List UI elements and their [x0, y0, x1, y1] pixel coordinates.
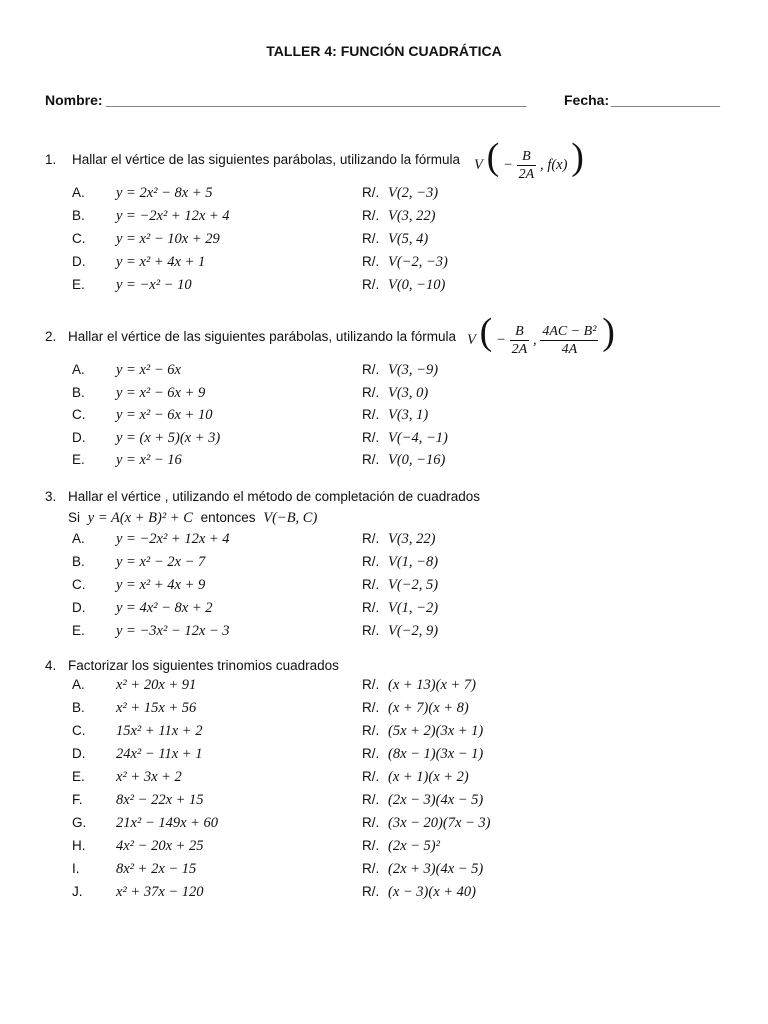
item-expression: 8x² + 2x − 15 — [116, 861, 197, 877]
si-label: Si — [68, 510, 81, 525]
item-answer: V(3, 0) — [388, 384, 429, 401]
item-letter: A. — [72, 362, 85, 377]
answer-prefix: R/. — [362, 746, 380, 761]
section1-text: Hallar el vértice de las siguientes parábolas, utilizando la fórmula — [72, 152, 460, 167]
answer-prefix: R/. — [362, 429, 380, 445]
answer-prefix: R/. — [362, 677, 380, 692]
item-letter: D. — [72, 429, 86, 445]
item-answer: (5x + 2)(3x + 1) — [388, 723, 484, 739]
item-expression: x² + 15x + 56 — [116, 700, 197, 716]
item-letter: B. — [72, 700, 85, 715]
item-answer: (2x − 3)(4x − 5) — [388, 792, 484, 808]
item-expression: y = −x² − 10 — [116, 277, 192, 293]
item-answer: (x + 13)(x + 7) — [388, 677, 477, 693]
fecha-label: Fecha: — [564, 92, 610, 108]
item-letter: J. — [72, 884, 83, 899]
item-letter: B. — [72, 554, 85, 569]
nombre-label: Nombre: — [45, 92, 103, 108]
section3-condition — [68, 510, 317, 527]
section3-text: Hallar el vértice , utilizando el método de completación de cuadrados — [68, 489, 480, 504]
item-expression: y = 4x² − 8x + 2 — [116, 600, 213, 616]
item-letter: B. — [72, 208, 85, 223]
item-answer: V(−2, −3) — [388, 254, 448, 270]
section2-number: 2. — [45, 329, 57, 344]
item-expression: y = x² − 2x − 7 — [116, 554, 206, 570]
answer-prefix: R/. — [362, 277, 380, 292]
item-letter: C. — [72, 723, 86, 738]
item-answer: (3x − 20)(7x − 3) — [388, 815, 491, 831]
item-expression: x² + 3x + 2 — [116, 769, 182, 785]
answer-prefix: R/. — [362, 600, 380, 615]
item-expression: 21x² − 149x + 60 — [116, 815, 219, 831]
item-letter: E. — [72, 452, 85, 467]
item-letter: E. — [72, 769, 85, 784]
result-formula: V(−B, C) — [263, 510, 318, 526]
item-answer: (8x − 1)(3x − 1) — [388, 746, 484, 762]
nombre-field[interactable]: ______________________________________________________ — [106, 92, 527, 108]
answer-prefix: R/. — [362, 384, 380, 400]
answer-prefix: R/. — [362, 185, 380, 200]
item-answer: V(−2, 5) — [388, 577, 439, 593]
item-expression: 15x² + 11x + 2 — [116, 723, 203, 739]
item-letter: E. — [72, 623, 85, 638]
answer-prefix: R/. — [362, 815, 380, 830]
item-letter: C. — [72, 407, 86, 422]
answer-prefix: R/. — [362, 623, 380, 638]
item-answer: V(1, −2) — [388, 600, 439, 616]
item-letter: C. — [72, 231, 86, 246]
item-answer: V(3, 22) — [388, 531, 436, 547]
answer-prefix: R/. — [362, 452, 380, 467]
si-formula: y = A(x + B)² + C — [87, 510, 193, 526]
item-expression: 8x² − 22x + 15 — [116, 792, 204, 808]
item-expression: y = 2x² − 8x + 5 — [116, 185, 213, 201]
section4-text: Factorizar los siguientes trinomios cuadrados — [68, 658, 339, 673]
section2-text: Hallar el vértice de las siguientes parábolas, utilizando la fórmula — [68, 329, 456, 344]
item-letter: E. — [72, 277, 85, 292]
answer-prefix: R/. — [362, 407, 380, 422]
item-expression: x² + 20x + 91 — [116, 677, 197, 693]
answer-prefix: R/. — [362, 577, 380, 592]
item-answer: V(−4, −1) — [388, 429, 448, 446]
item-expression: 4x² − 20x + 25 — [116, 838, 204, 854]
item-letter: D. — [72, 254, 86, 269]
item-letter: G. — [72, 815, 87, 830]
answer-prefix: R/. — [362, 554, 380, 569]
item-letter: H. — [72, 838, 86, 853]
item-answer: V(2, −3) — [388, 185, 439, 201]
item-answer: (x − 3)(x + 40) — [388, 884, 477, 900]
answer-prefix: R/. — [362, 723, 380, 738]
item-answer: V(3, 22) — [388, 208, 436, 224]
item-expression: y = x² − 6x + 10 — [116, 407, 213, 423]
answer-prefix: R/. — [362, 208, 380, 223]
answer-prefix: R/. — [362, 861, 380, 876]
item-answer: (2x + 3)(4x − 5) — [388, 861, 484, 877]
item-expression: y = x² − 16 — [116, 452, 182, 468]
page-title: TALLER 4: FUNCIÓN CUADRÁTICA — [266, 43, 502, 59]
item-answer: (x + 1)(x + 2) — [388, 769, 469, 785]
answer-prefix: R/. — [362, 700, 380, 715]
item-letter: A. — [72, 185, 85, 200]
item-answer: V(0, −16) — [388, 452, 446, 468]
fecha-field[interactable]: ______________ — [611, 92, 721, 108]
item-expression: y = x² + 4x + 9 — [116, 577, 206, 593]
item-expression: x² + 37x − 120 — [116, 884, 204, 900]
answer-prefix: R/. — [362, 884, 380, 899]
item-expression: 24x² − 11x + 1 — [116, 746, 203, 762]
section1-formula: V ( − $\frac{B}{2A}$ , f(x) ) — [474, 136, 584, 182]
answer-prefix: R/. — [362, 362, 380, 377]
answer-prefix: R/. — [362, 531, 380, 546]
item-answer: V(1, −8) — [388, 554, 439, 570]
entonces-label: entonces — [200, 510, 256, 525]
section3-number: 3. — [45, 489, 57, 504]
item-letter: F. — [72, 792, 83, 807]
answer-prefix: R/. — [362, 838, 380, 853]
item-expression: y = x² − 6x — [116, 362, 181, 378]
item-answer: V(5, 4) — [388, 231, 429, 247]
item-expression: y = −2x² + 12x + 4 — [116, 531, 230, 547]
item-answer: V(3, −9) — [388, 362, 439, 378]
item-expression: y = x² − 10x + 29 — [116, 231, 220, 247]
item-letter: B. — [72, 384, 85, 400]
item-letter: C. — [72, 577, 86, 592]
item-expression: y = x² + 4x + 1 — [116, 254, 206, 270]
answer-prefix: R/. — [362, 769, 380, 784]
item-expression: y = (x + 5)(x + 3) — [116, 429, 221, 446]
item-answer: V(3, 1) — [388, 407, 429, 423]
item-answer: V(0, −10) — [388, 277, 446, 293]
item-answer: (x + 7)(x + 8) — [388, 700, 469, 716]
section4-number: 4. — [45, 658, 57, 673]
item-answer: V(−2, 9) — [388, 623, 439, 639]
item-letter: I. — [72, 861, 80, 876]
section2-formula: V ( − $\frac{B}{2A}$ , $\frac{\text{4AC − B²}}{4A}$ ) — [467, 311, 615, 357]
answer-prefix: R/. — [362, 231, 380, 246]
item-expression: y = x² − 6x + 9 — [116, 384, 206, 401]
item-letter: D. — [72, 600, 86, 615]
item-answer: (2x − 5)² — [388, 838, 440, 854]
item-expression: y = −3x² − 12x − 3 — [116, 623, 230, 639]
item-expression: y = −2x² + 12x + 4 — [116, 208, 230, 224]
section1-number: 1. — [45, 152, 57, 167]
item-letter: A. — [72, 531, 85, 546]
answer-prefix: R/. — [362, 254, 380, 269]
item-letter: D. — [72, 746, 86, 761]
answer-prefix: R/. — [362, 792, 380, 807]
item-letter: A. — [72, 677, 85, 692]
